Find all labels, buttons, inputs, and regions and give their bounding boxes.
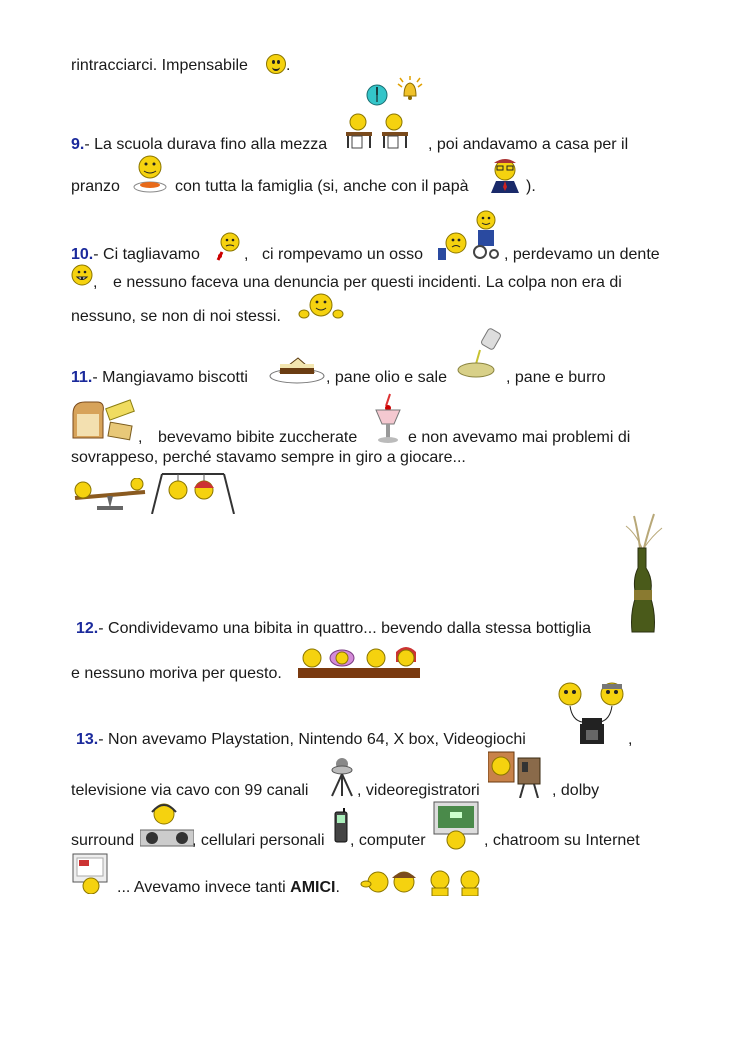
p10-text-1b: , [244,246,249,263]
p13-text-3a: surround [71,832,135,849]
p13-text-2b: , videoregistratori [357,782,480,799]
p9-text-2c: ). [526,178,536,195]
p13-text-3c: , computer [350,832,426,849]
p9-text-2b: con tutta la famiglia (si, anche con il papà [175,178,469,195]
friends-drinking-icon [298,642,420,678]
friends-icon [358,866,488,896]
p13-line-1 [76,730,526,750]
p9-line-1 [71,135,327,155]
p11-text-3: sovrappeso, perché stavamo sempre in giro a giocare... [71,449,466,466]
p13-text-3d: , chatroom su Internet [484,832,640,849]
p13-text-4a: ... Avevamo invece tanti [117,879,286,896]
computer-icon [432,800,486,850]
p10-number: 10. [71,246,94,263]
p13-text-1a: - Non avevamo Playstation, Nintendo 64, X box, Videogiochi [98,731,526,748]
p13-text-2a: televisione via cavo con 99 canali [71,782,309,799]
smiley-icon [266,54,286,74]
p13-text-2c: , dolby [552,782,600,799]
p12-text-2: e nessuno moriva per questo. [71,665,282,682]
p10-text-3: nessuno, se non di noi stessi. [71,308,281,325]
p11-text-2c: e non avevamo mai problemi di [408,429,631,446]
gamers-icon [552,680,632,746]
p8-line [71,56,248,76]
p9-number: 9. [71,136,85,153]
p10-line-1 [71,245,200,265]
p13-text-1b: , [628,731,633,748]
p11-number: 11. [71,369,93,386]
p11-text-1c: , pane e burro [506,369,606,386]
broken-bone-icon [436,230,470,262]
bread-oil-icon [456,326,504,380]
amici-text: AMICI [290,879,336,896]
p11-line-1 [71,368,248,388]
p8-end: . [286,57,291,74]
p10-text-2a: , [93,274,98,291]
p10-text-1a: - Ci tagliavamo [93,246,200,263]
p13-text-3b: , cellulari personali [192,832,325,849]
milkshake-icon [372,392,404,444]
p11-text-2a: , [138,429,143,446]
p10-text-1d: , perdevamo un dente [504,246,660,263]
dad-smiley-icon [488,157,522,193]
eating-spaghetti-icon [130,153,170,195]
dj-surround-icon [140,802,194,848]
missing-tooth-smiley-icon [71,264,93,286]
video-recorder-icon [488,750,550,798]
p9-text-1a: - La scuola durava fino alla mezza [84,136,328,153]
p9-text-2a: pranzo [71,178,120,195]
p12-number: 12. [76,620,99,637]
p10-text-1c: ci rompevamo un osso [262,246,423,263]
bell-icon [394,74,426,106]
p12-line-1 [76,619,591,639]
cake-slice-icon [268,350,326,384]
students-at-desks-icon [344,110,416,150]
cut-finger-icon [212,232,242,262]
soda-bottle-icon [620,512,666,636]
wheelchair-icon [470,210,502,260]
p13-line-4 [117,878,340,898]
satellite-dish-icon [326,756,358,800]
chat-computer-icon [71,852,117,894]
seesaw-icon [71,478,149,512]
clock-icon [366,84,388,106]
p9-text-1b: , poi andavamo a casa per il [428,136,629,153]
p13-text-4c: . [335,879,340,896]
p13-number: 13. [76,731,99,748]
mobile-phone-icon [334,808,348,844]
p8-text: rintracciarci. Impensabile [71,57,248,74]
p12-text-1: - Condividevamo una bibita in quattro... bevendo dalla stessa bottiglia [98,620,591,637]
p10-text-2b: e nessuno faceva una denuncia per questi incidenti. La colpa non era di [113,274,622,291]
p11-text-1a: - Mangiavamo biscotti [92,369,248,386]
waving-smiley-icon [298,292,344,324]
bread-butter-icon [71,398,137,444]
p11-text-2b: bevevamo bibite zuccherate [158,429,358,446]
p11-text-1b: , pane olio e sale [326,369,447,386]
swing-icon [150,470,236,514]
